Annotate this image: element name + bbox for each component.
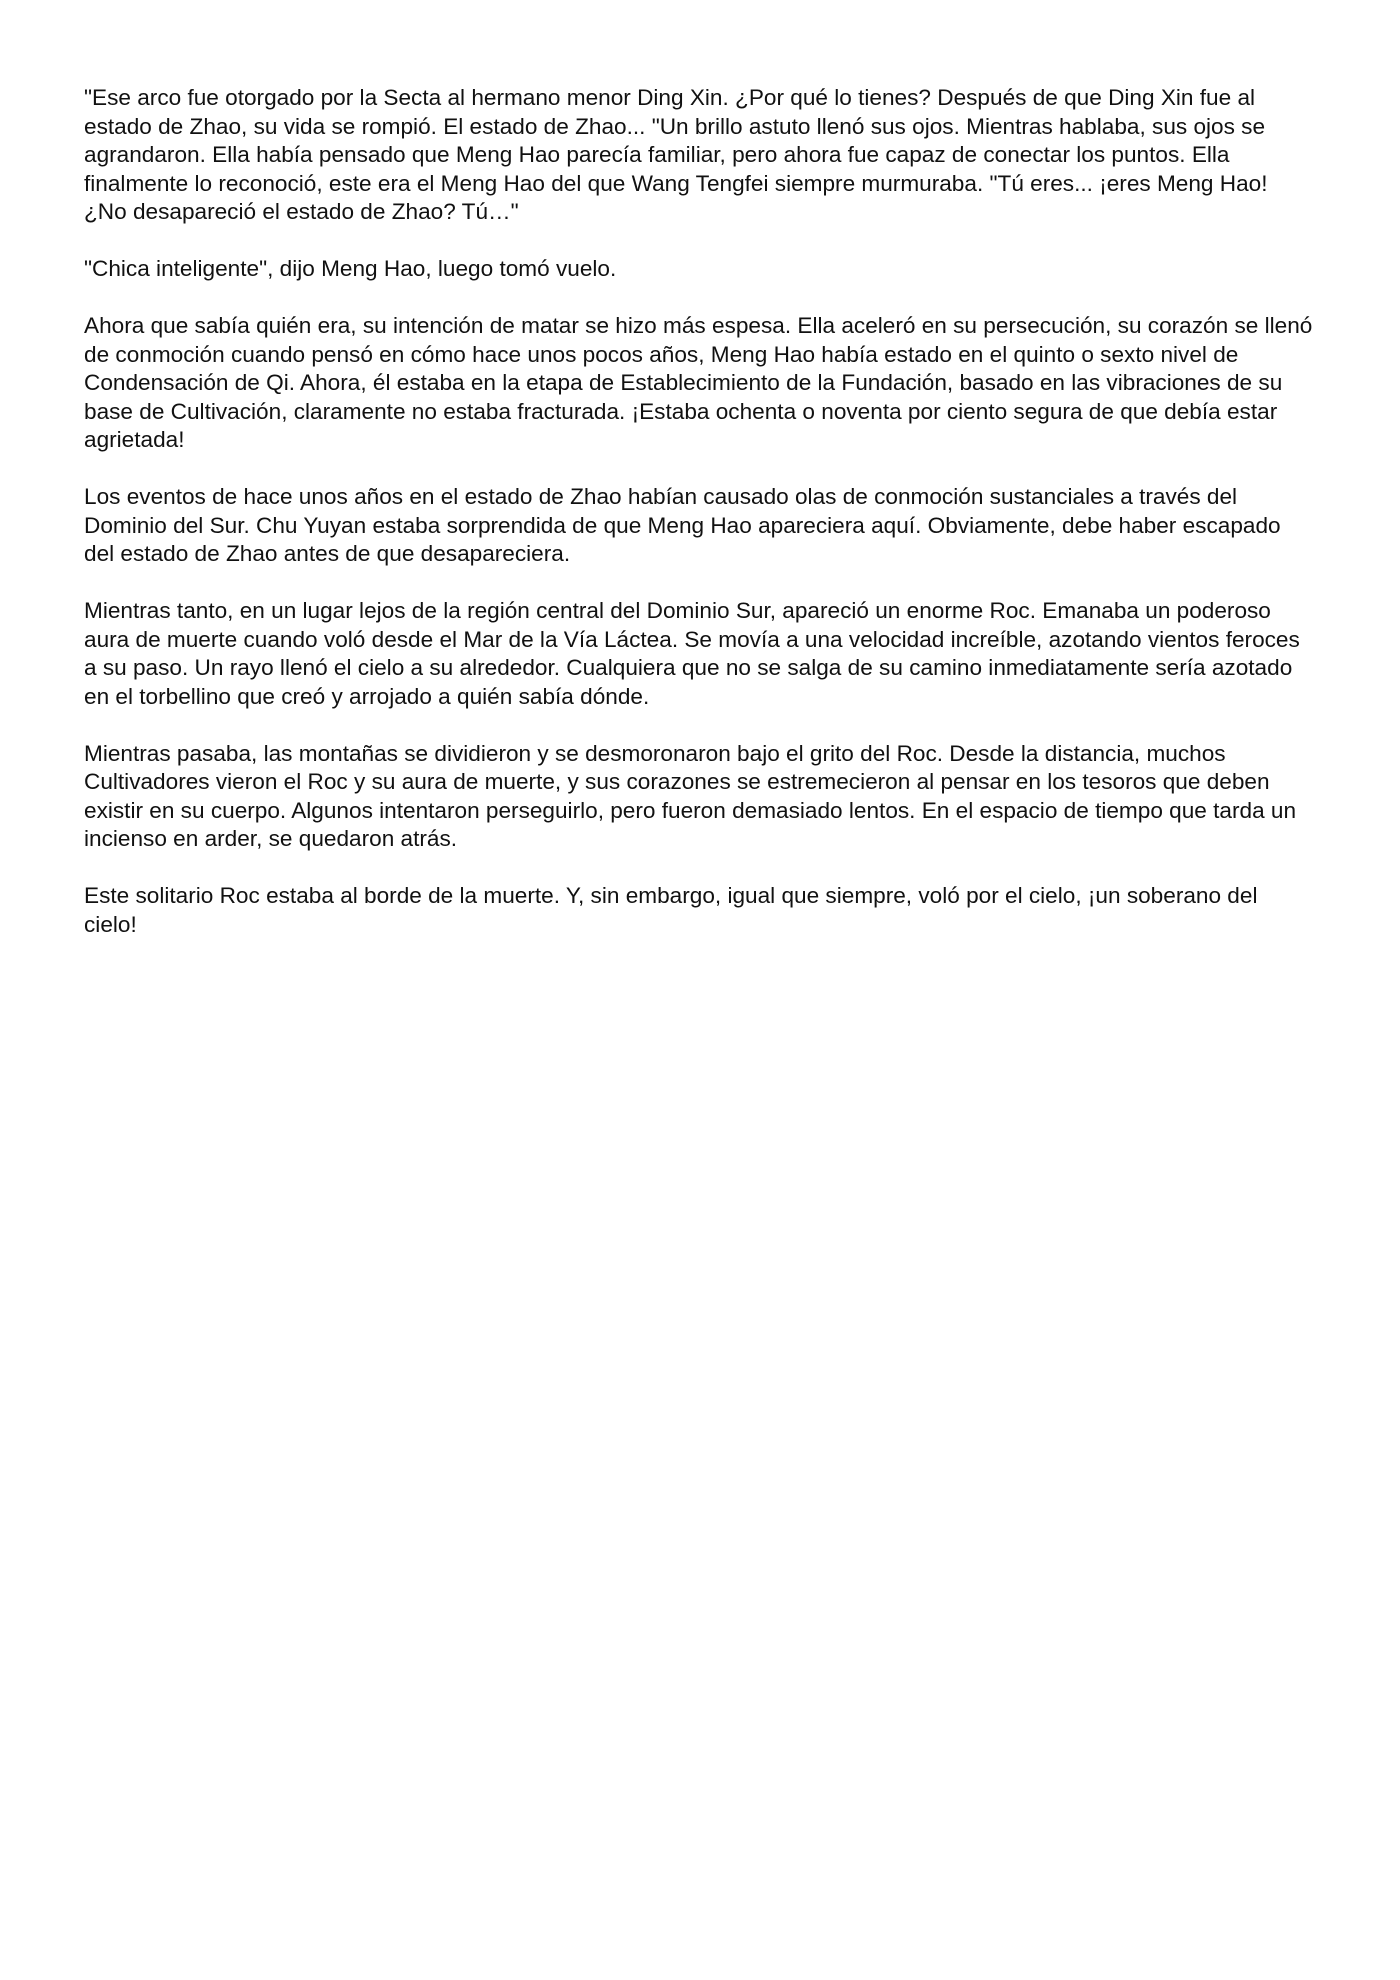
paragraph-1: "Ese arco fue otorgado por la Secta al hermano menor Ding Xin. ¿Por qué lo tienes? Después de que Ding Xin fue al estado de Zhao, su vida se rompió. El estado de Zhao... "Un brillo astuto llenó sus ojos. Mientras hablaba, sus ojos se agrandaron. Ella había pensado que Meng Hao parecía familiar, pero ahora fue capaz de conectar los puntos. Ella finalmente lo reconoció, este era el Meng Hao del que Wang Tengfei siempre murmuraba. "Tú eres... ¡eres Meng Hao! ¿No desapareció el estado de Zhao? Tú…" <box>84 85 1268 224</box>
paragraph-7: Este solitario Roc estaba al borde de la muerte. Y, sin embargo, igual que siempre, voló por el cielo, ¡un soberano del cielo! <box>84 883 1258 937</box>
paragraph-6: Mientras pasaba, las montañas se dividieron y se desmoronaron bajo el grito del Roc. Desde la distancia, muchos Cultivadores vieron el Roc y su aura de muerte, y sus corazones se estremecieron al pensar en los tesoros que deben existir en su cuerpo. Algunos intentaron perseguirlo, pero fueron demasiado lentos. En el espacio de tiempo que tarda un incienso en arder, se quedaron atrás. <box>84 740 1297 851</box>
paragraph-2: "Chica inteligente", dijo Meng Hao, luego tomó vuelo. <box>84 256 617 281</box>
paragraph-3: Ahora que sabía quién era, su intención de matar se hizo más espesa. Ella aceleró en su persecución, su corazón se llenó de conmoción cuando pensó en cómo hace unos pocos años, Meng Hao había estado en el quinto o sexto nivel de Condensación de Qi. Ahora, él estaba en la etapa de Establecimiento de la Fundación, basado en las vibraciones de su base de Cultivación, claramente no estaba fracturada. ¡Estaba ochenta o noventa por ciento segura de que debía estar agrietada! <box>84 313 1313 452</box>
document-body <box>84 84 1316 968</box>
paragraph-4: Los eventos de hace unos años en el estado de Zhao habían causado olas de conmoción sustanciales a través del Dominio del Sur. Chu Yuyan estaba sorprendida de que Meng Hao apareciera aquí. Obviamente, debe haber escapado del estado de Zhao antes de que desapareciera. <box>84 484 1281 566</box>
paragraph-5: Mientras tanto, en un lugar lejos de la región central del Dominio Sur, apareció un enorme Roc. Emanaba un poderoso aura de muerte cuando voló desde el Mar de la Vía Láctea. Se movía a una velocidad increíble, azotando vientos feroces a su paso. Un rayo llenó el cielo a su alrededor. Cualquiera que no se salga de su camino inmediatamente sería azotado en el torbellino que creó y arrojado a quién sabía dónde. <box>84 598 1300 709</box>
